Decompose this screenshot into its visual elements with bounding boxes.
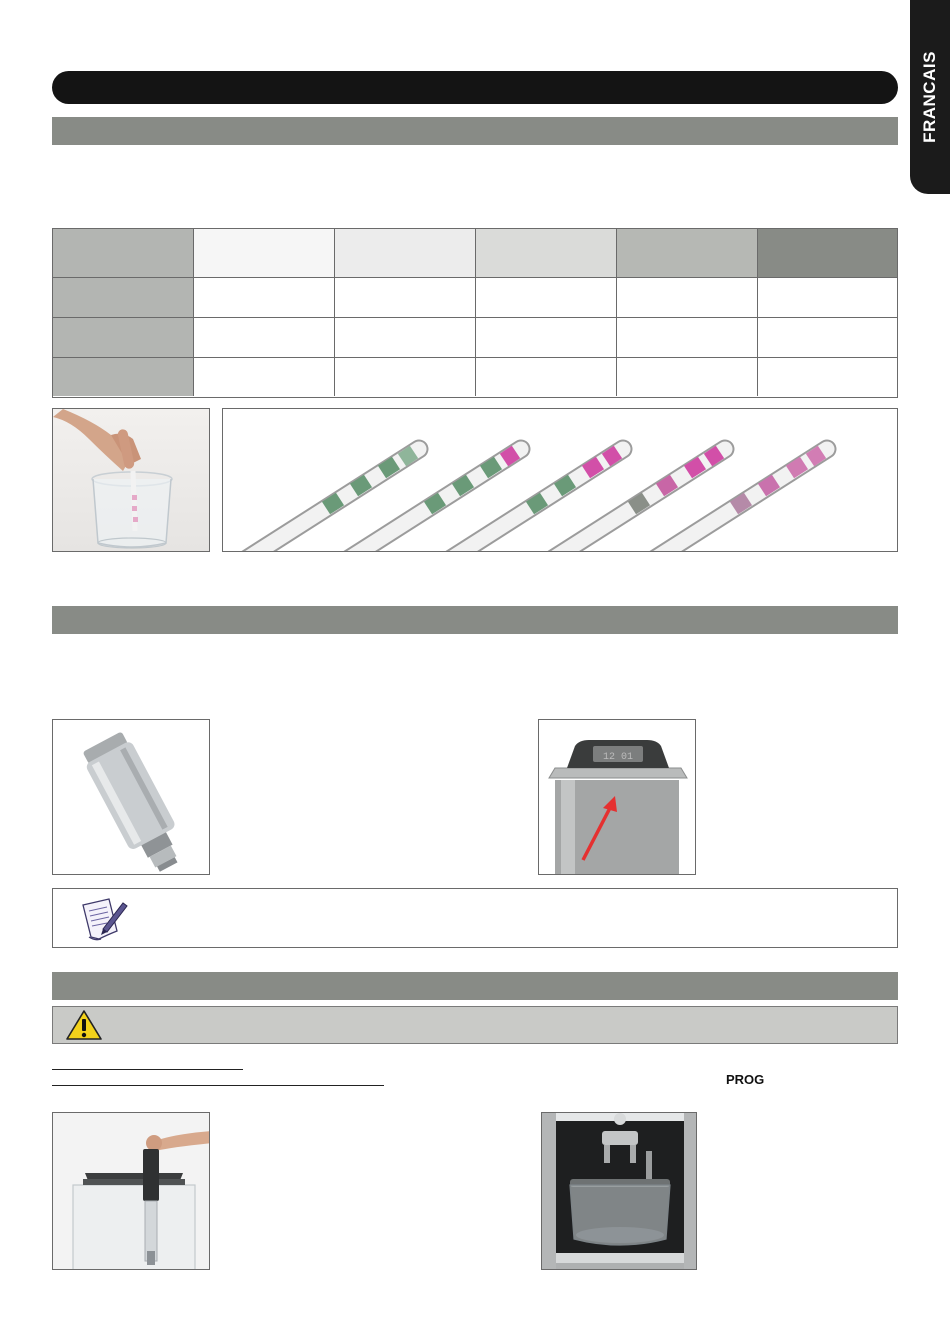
- table-row-label: [53, 318, 194, 358]
- underline-2: [52, 1085, 384, 1086]
- warning-triangle-icon: [65, 1009, 103, 1041]
- prog-button-label: PROG: [726, 1072, 765, 1087]
- table-cell: [758, 278, 897, 318]
- coffee-machine-illustration: [542, 1113, 697, 1270]
- table-cell: [476, 358, 617, 396]
- table-row-label: [53, 358, 194, 396]
- section-bar-water-filter: [52, 606, 898, 634]
- hardness-level-4-header: [617, 229, 758, 278]
- test-strip-glass-photo: [52, 408, 210, 552]
- table-cell: [194, 358, 335, 396]
- language-label: FRANCAIS: [920, 51, 939, 143]
- hardness-level-3-header: [476, 229, 617, 278]
- note-pencil-icon: [77, 895, 129, 943]
- filter-insert-tank-photo: [52, 1112, 210, 1270]
- table-header-label-cell: [53, 229, 194, 278]
- note-box: [52, 888, 898, 948]
- filter-cartridge-illustration: [53, 720, 210, 875]
- table-cell: [758, 358, 897, 396]
- table-cell: [194, 278, 335, 318]
- table-cell: [194, 318, 335, 358]
- table-cell: [617, 358, 758, 396]
- table-cell: [617, 278, 758, 318]
- table-cell: [617, 318, 758, 358]
- hardness-table: [52, 228, 898, 398]
- glass-illustration: [53, 409, 210, 552]
- hardness-level-5-header: [758, 229, 897, 278]
- test-strips-image: [222, 408, 898, 552]
- table-cell: [758, 318, 897, 358]
- table-cell: [476, 318, 617, 358]
- filter-dial-illustration: [539, 720, 696, 875]
- machine-drip-bowl-photo: [541, 1112, 697, 1270]
- water-tank-illustration: [53, 1113, 210, 1270]
- table-row-label: [53, 278, 194, 318]
- hardness-level-2-header: [335, 229, 476, 278]
- table-cell: [335, 278, 476, 318]
- dial-digits-decoration: 12 01: [603, 752, 634, 763]
- warning-bar: [52, 1006, 898, 1044]
- table-cell: [335, 318, 476, 358]
- filter-cartridge-photo: [52, 719, 210, 875]
- table-cell: [476, 278, 617, 318]
- filter-date-dial-photo: [538, 719, 696, 875]
- test-strips-illustration: [223, 409, 898, 552]
- section-bar-water-hardness: [52, 117, 898, 145]
- underline-1: [52, 1069, 243, 1070]
- chapter-title-bar: [52, 71, 898, 104]
- language-tab: [910, 0, 950, 194]
- hardness-level-1-header: [194, 229, 335, 278]
- section-bar-filter-install: [52, 972, 898, 1000]
- table-cell: [335, 358, 476, 396]
